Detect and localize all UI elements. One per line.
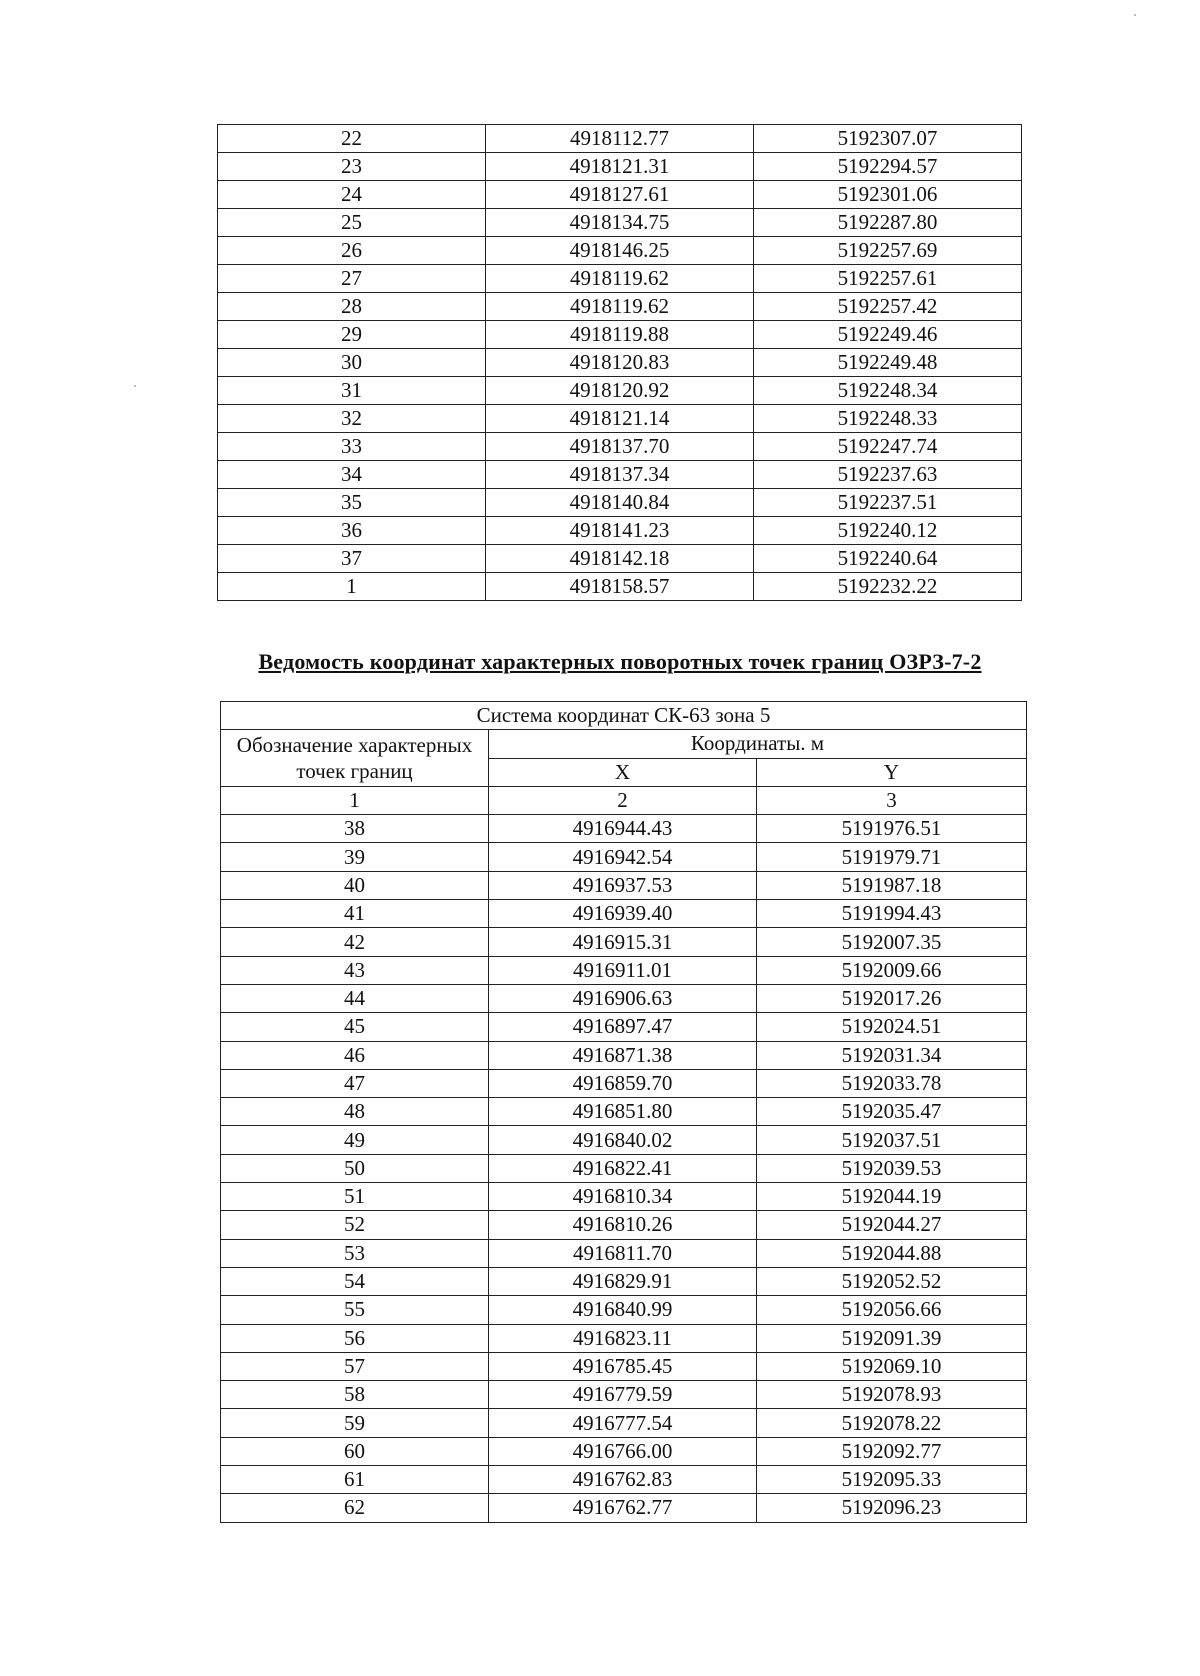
point-number: 39 [221, 843, 489, 871]
point-number: 24 [218, 181, 486, 209]
x-coordinate: 4916822.41 [489, 1154, 757, 1182]
point-number: 42 [221, 928, 489, 956]
point-number: 33 [218, 433, 486, 461]
table-row [218, 377, 1022, 405]
point-designation-header [221, 730, 489, 787]
table-row [221, 1183, 1027, 1211]
x-coordinate: 4916942.54 [489, 843, 757, 871]
y-coordinate: 5192240.64 [754, 545, 1022, 573]
y-coordinate: 5192095.33 [757, 1466, 1027, 1494]
table-row [221, 815, 1027, 843]
point-number: 25 [218, 209, 486, 237]
x-coordinate: 4916859.70 [489, 1069, 757, 1097]
y-coordinate: 5191976.51 [757, 815, 1027, 843]
table-row [218, 349, 1022, 377]
y-coordinate: 5192294.57 [754, 153, 1022, 181]
table-row [218, 517, 1022, 545]
table-row [218, 209, 1022, 237]
point-number: 29 [218, 321, 486, 349]
y-coordinate: 5192035.47 [757, 1098, 1027, 1126]
column-number-row [221, 786, 1027, 814]
point-number: 1 [218, 573, 486, 601]
table-row [218, 181, 1022, 209]
scan-speck [1134, 14, 1136, 16]
y-coordinate: 5192307.07 [754, 125, 1022, 153]
x-coordinate: 4916840.99 [489, 1296, 757, 1324]
y-header: Y [757, 758, 1027, 786]
x-coordinate: 4918127.61 [486, 181, 754, 209]
point-number: 31 [218, 377, 486, 405]
point-number: 30 [218, 349, 486, 377]
y-coordinate: 5191994.43 [757, 900, 1027, 928]
point-number: 47 [221, 1069, 489, 1097]
table-row [221, 1098, 1027, 1126]
y-coordinate: 5192044.88 [757, 1239, 1027, 1267]
y-coordinate: 5192257.61 [754, 265, 1022, 293]
table-row [221, 1324, 1027, 1352]
table-row [221, 1126, 1027, 1154]
point-number: 58 [221, 1381, 489, 1409]
y-coordinate: 5192091.39 [757, 1324, 1027, 1352]
x-coordinate: 4916906.63 [489, 984, 757, 1012]
table-row [221, 1409, 1027, 1437]
column-number: 1 [221, 786, 489, 814]
table-row [221, 1296, 1027, 1324]
table-row [221, 1069, 1027, 1097]
y-coordinate: 5192257.69 [754, 237, 1022, 265]
table-row [221, 1154, 1027, 1182]
x-coordinate: 4916944.43 [489, 815, 757, 843]
point-number: 28 [218, 293, 486, 321]
y-coordinate: 5192044.19 [757, 1183, 1027, 1211]
point-number: 32 [218, 405, 486, 433]
point-number: 22 [218, 125, 486, 153]
x-coordinate: 4916911.01 [489, 956, 757, 984]
point-number: 54 [221, 1267, 489, 1295]
table-row [218, 461, 1022, 489]
point-number: 50 [221, 1154, 489, 1182]
table-row [221, 1041, 1027, 1069]
y-coordinate: 5192232.22 [754, 573, 1022, 601]
point-number: 43 [221, 956, 489, 984]
table-row [218, 153, 1022, 181]
point-number: 60 [221, 1437, 489, 1465]
y-coordinate: 5192009.66 [757, 956, 1027, 984]
table-row [218, 293, 1022, 321]
x-coordinate: 4918158.57 [486, 573, 754, 601]
table-row [221, 1239, 1027, 1267]
x-coordinate: 4918121.14 [486, 405, 754, 433]
point-number: 61 [221, 1466, 489, 1494]
table-row [221, 956, 1027, 984]
x-coordinate: 4918140.84 [486, 489, 754, 517]
x-coordinate: 4918137.34 [486, 461, 754, 489]
table-row [218, 405, 1022, 433]
x-coordinate: 4918134.75 [486, 209, 754, 237]
point-number: 34 [218, 461, 486, 489]
point-number: 26 [218, 237, 486, 265]
scan-speck [134, 385, 136, 387]
x-coordinate: 4916829.91 [489, 1267, 757, 1295]
x-coordinate: 4916777.54 [489, 1409, 757, 1437]
y-coordinate: 5192017.26 [757, 984, 1027, 1012]
y-coordinate: 5192096.23 [757, 1494, 1027, 1522]
table-row [221, 1267, 1027, 1295]
point-number: 59 [221, 1409, 489, 1437]
point-number: 44 [221, 984, 489, 1012]
y-coordinate: 5192044.27 [757, 1211, 1027, 1239]
point-number: 36 [218, 517, 486, 545]
point-number: 52 [221, 1211, 489, 1239]
y-coordinate: 5192240.12 [754, 517, 1022, 545]
y-coordinate: 5192007.35 [757, 928, 1027, 956]
point-number: 57 [221, 1352, 489, 1380]
y-coordinate: 5192033.78 [757, 1069, 1027, 1097]
table-row [221, 1013, 1027, 1041]
table-body [221, 815, 1027, 1522]
y-coordinate: 5192024.51 [757, 1013, 1027, 1041]
y-coordinate: 5192249.48 [754, 349, 1022, 377]
x-coordinate: 4918112.77 [486, 125, 754, 153]
point-number: 37 [218, 545, 486, 573]
y-coordinate: 5192237.63 [754, 461, 1022, 489]
y-coordinate: 5192052.52 [757, 1267, 1027, 1295]
x-coordinate: 4916779.59 [489, 1381, 757, 1409]
table-row [221, 843, 1027, 871]
y-coordinate: 5192037.51 [757, 1126, 1027, 1154]
y-coordinate: 5192248.33 [754, 405, 1022, 433]
x-coordinate: 4916823.11 [489, 1324, 757, 1352]
table-row [221, 1211, 1027, 1239]
point-number: 49 [221, 1126, 489, 1154]
point-number: 27 [218, 265, 486, 293]
x-coordinate: 4918120.83 [486, 349, 754, 377]
y-coordinate: 5192287.80 [754, 209, 1022, 237]
table-row [218, 433, 1022, 461]
column-number: 3 [757, 786, 1027, 814]
table-row [221, 1466, 1027, 1494]
table-row [218, 237, 1022, 265]
point-number: 55 [221, 1296, 489, 1324]
coordinate-system-header: Система координат СК-63 зона 5 [221, 702, 1027, 730]
y-coordinate: 5192247.74 [754, 433, 1022, 461]
point-number: 48 [221, 1098, 489, 1126]
column-number: 2 [489, 786, 757, 814]
y-coordinate: 5191987.18 [757, 871, 1027, 899]
x-coordinate: 4916785.45 [489, 1352, 757, 1380]
x-coordinate: 4918119.88 [486, 321, 754, 349]
x-coordinate: 4918119.62 [486, 293, 754, 321]
table-row [218, 545, 1022, 573]
point-number: 53 [221, 1239, 489, 1267]
x-coordinate: 4918119.62 [486, 265, 754, 293]
x-coordinate: 4916915.31 [489, 928, 757, 956]
x-coordinate: 4916937.53 [489, 871, 757, 899]
y-coordinate: 5192257.42 [754, 293, 1022, 321]
section-title: Ведомость координат характерных поворотных точек границ ОЗРЗ-7-2 [258, 649, 982, 674]
table-row [221, 984, 1027, 1012]
point-number: 45 [221, 1013, 489, 1041]
table-row [221, 900, 1027, 928]
x-coordinate: 4918121.31 [486, 153, 754, 181]
y-coordinate: 5192092.77 [757, 1437, 1027, 1465]
y-coordinate: 5192249.46 [754, 321, 1022, 349]
table-row [221, 1381, 1027, 1409]
x-coordinate: 4916897.47 [489, 1013, 757, 1041]
point-number: 35 [218, 489, 486, 517]
table-row [221, 1352, 1027, 1380]
point-designation-header-text: Обозначение характерных точек границ [236, 732, 473, 784]
x-coordinate: 4916851.80 [489, 1098, 757, 1126]
coordinates-table-ozrz-7-2 [220, 701, 1027, 1523]
x-coordinate: 4916939.40 [489, 900, 757, 928]
point-number: 41 [221, 900, 489, 928]
x-header: X [489, 758, 757, 786]
table-row [218, 321, 1022, 349]
table-row [221, 1494, 1027, 1522]
y-coordinate: 5191979.71 [757, 843, 1027, 871]
table-row [221, 871, 1027, 899]
y-coordinate: 5192078.22 [757, 1409, 1027, 1437]
system-header-row [221, 702, 1027, 730]
x-coordinate: 4916840.02 [489, 1126, 757, 1154]
x-coordinate: 4916766.00 [489, 1437, 757, 1465]
x-coordinate: 4918146.25 [486, 237, 754, 265]
point-number: 62 [221, 1494, 489, 1522]
point-number: 56 [221, 1324, 489, 1352]
x-coordinate: 4916762.83 [489, 1466, 757, 1494]
table-row [218, 265, 1022, 293]
x-coordinate: 4918120.92 [486, 377, 754, 405]
y-coordinate: 5192056.66 [757, 1296, 1027, 1324]
x-coordinate: 4916811.70 [489, 1239, 757, 1267]
y-coordinate: 5192069.10 [757, 1352, 1027, 1380]
table-body [218, 125, 1022, 601]
y-coordinate: 5192039.53 [757, 1154, 1027, 1182]
table-row [218, 573, 1022, 601]
x-coordinate: 4916871.38 [489, 1041, 757, 1069]
x-coordinate: 4918142.18 [486, 545, 754, 573]
y-coordinate: 5192031.34 [757, 1041, 1027, 1069]
table-row [221, 928, 1027, 956]
table-row [221, 1437, 1027, 1465]
table-row [218, 125, 1022, 153]
y-coordinate: 5192078.93 [757, 1381, 1027, 1409]
x-coordinate: 4916810.26 [489, 1211, 757, 1239]
point-number: 46 [221, 1041, 489, 1069]
x-coordinate: 4916810.34 [489, 1183, 757, 1211]
coordinates-table-continued [217, 124, 1022, 601]
y-coordinate: 5192237.51 [754, 489, 1022, 517]
point-number: 23 [218, 153, 486, 181]
x-coordinate: 4916762.77 [489, 1494, 757, 1522]
y-coordinate: 5192301.06 [754, 181, 1022, 209]
point-number: 40 [221, 871, 489, 899]
x-coordinate: 4918137.70 [486, 433, 754, 461]
y-coordinate: 5192248.34 [754, 377, 1022, 405]
coordinates-header: Координаты. м [489, 730, 1027, 758]
column-header-row [221, 730, 1027, 758]
point-number: 38 [221, 815, 489, 843]
table-row [218, 489, 1022, 517]
point-number: 51 [221, 1183, 489, 1211]
x-coordinate: 4918141.23 [486, 517, 754, 545]
